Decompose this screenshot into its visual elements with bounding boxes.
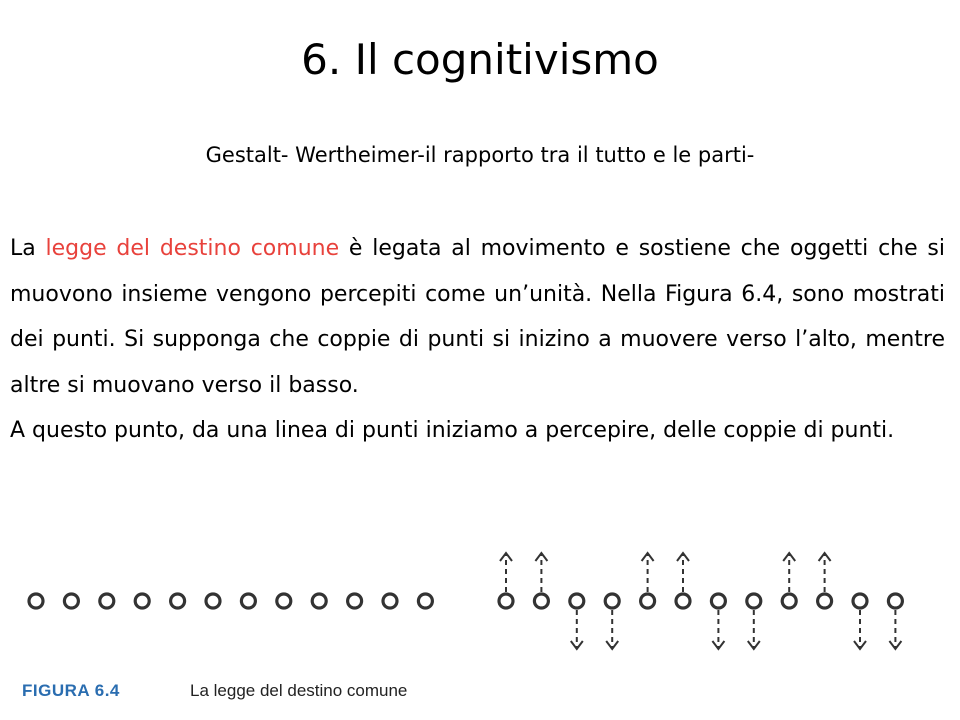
static-dot bbox=[29, 594, 43, 608]
arrow-down-icon bbox=[889, 610, 901, 649]
slide-title: 6. Il cognitivismo bbox=[301, 35, 659, 84]
arrow-up-icon bbox=[819, 553, 831, 592]
arrow-down-icon bbox=[748, 610, 760, 649]
moving-dot bbox=[570, 594, 584, 608]
moving-dot bbox=[534, 594, 548, 608]
static-dot bbox=[64, 594, 78, 608]
arrow-down-icon bbox=[854, 610, 866, 649]
paragraph-intro: La bbox=[10, 236, 46, 261]
arrow-up-icon bbox=[535, 553, 547, 592]
moving-dot bbox=[853, 594, 867, 608]
moving-dot bbox=[747, 594, 761, 608]
static-dot bbox=[312, 594, 326, 608]
static-dot bbox=[383, 594, 397, 608]
static-dot bbox=[277, 594, 291, 608]
figure-diagram bbox=[0, 540, 960, 680]
arrow-down-icon bbox=[571, 610, 583, 649]
arrow-up-icon bbox=[642, 553, 654, 592]
arrow-head bbox=[535, 553, 547, 561]
moving-dot bbox=[782, 594, 796, 608]
arrow-up-icon bbox=[783, 553, 795, 592]
body-text bbox=[10, 226, 945, 454]
figure-label: FIGURA 6.4 bbox=[22, 681, 120, 700]
figure-caption-text: La legge del destino comune bbox=[190, 681, 408, 700]
slide-subtitle: Gestalt- Wertheimer-il rapporto tra il tutto e le parti- bbox=[205, 143, 755, 167]
moving-dot bbox=[711, 594, 725, 608]
arrow-head bbox=[571, 641, 583, 649]
static-dot bbox=[100, 594, 114, 608]
highlighted-term: legge del destino comune bbox=[45, 236, 340, 261]
moving-dot bbox=[676, 594, 690, 608]
arrow-head bbox=[606, 641, 618, 649]
figure-6-4 bbox=[0, 540, 960, 720]
moving-dot bbox=[605, 594, 619, 608]
paragraph-rest: è legata al movimento e sostiene che oggetti che si muovono insieme vengono percepiti come un’unità. Nella Figura 6.4, sono mostrati dei punti. Si supponga che coppie di punti si inizino a muovere verso l’alto, mentre altre si muovano verso il basso. bbox=[10, 236, 945, 398]
arrow-head bbox=[712, 641, 724, 649]
arrow-head bbox=[889, 641, 901, 649]
static-dot bbox=[135, 594, 149, 608]
static-dot bbox=[206, 594, 220, 608]
static-dot bbox=[348, 594, 362, 608]
arrow-down-icon bbox=[606, 610, 618, 649]
arrow-head bbox=[854, 641, 866, 649]
arrow-up-icon bbox=[677, 553, 689, 592]
arrow-up-icon bbox=[500, 553, 512, 592]
moving-dot bbox=[888, 594, 902, 608]
moving-dot bbox=[818, 594, 832, 608]
arrow-head bbox=[748, 641, 760, 649]
arrow-head bbox=[642, 553, 654, 561]
arrow-head bbox=[677, 553, 689, 561]
paragraph-conclusion: A questo punto, da una linea di punti iniziamo a percepire, delle coppie di punti. bbox=[10, 418, 895, 443]
static-dot bbox=[171, 594, 185, 608]
arrow-head bbox=[819, 553, 831, 561]
paragraph-fate-law bbox=[10, 226, 945, 408]
arrow-head bbox=[783, 553, 795, 561]
arrow-down-icon bbox=[712, 610, 724, 649]
moving-dot bbox=[499, 594, 513, 608]
moving-dot bbox=[641, 594, 655, 608]
static-dot bbox=[418, 594, 432, 608]
static-dot bbox=[241, 594, 255, 608]
arrow-head bbox=[500, 553, 512, 561]
